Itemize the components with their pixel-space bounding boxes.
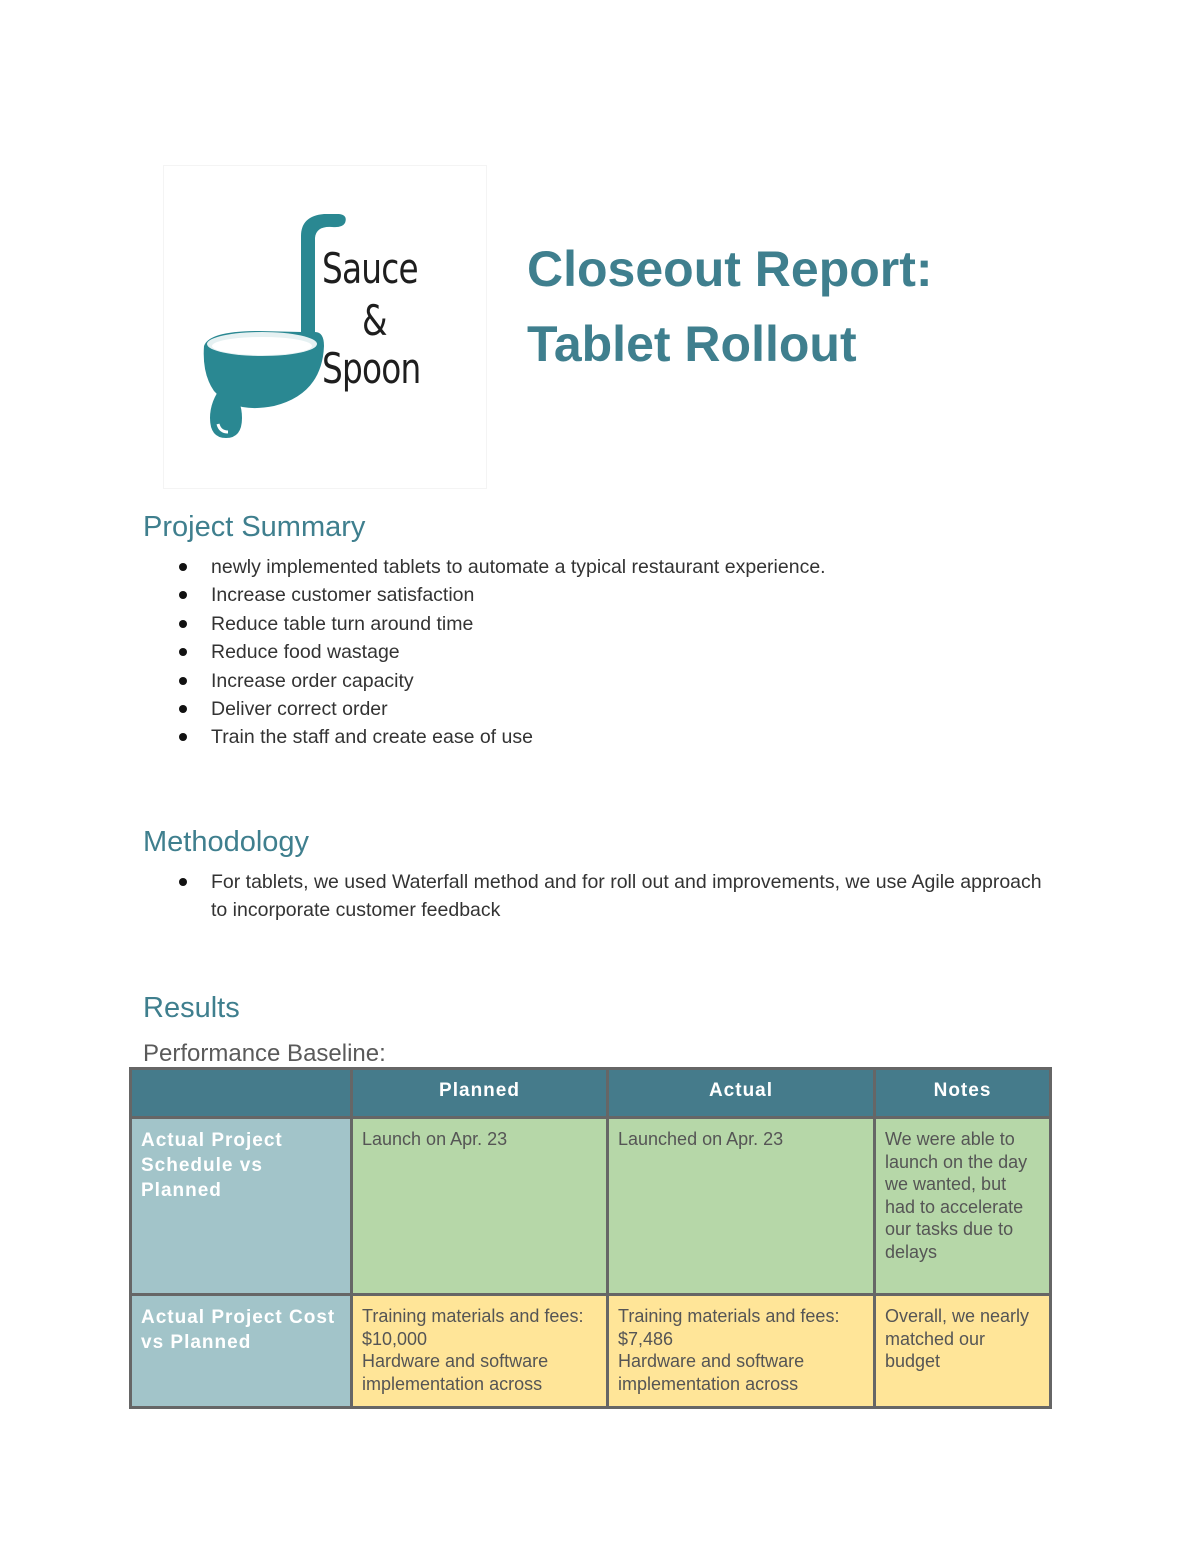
title-line-2: Tablet Rollout [527,316,857,372]
cost-actual-line-1: Training materials and fees: $7,486 [618,1306,840,1349]
brand-text-sauce: Sauce [322,244,418,293]
list-item: Reduce table turn around time [176,610,826,638]
bullet-icon [179,591,187,599]
table-row [131,1118,1051,1295]
row-label-schedule: Actual Project Schedule vs Planned [131,1118,352,1295]
bullet-icon [179,705,187,713]
list-item: Increase customer satisfaction [176,581,826,609]
brand-text-spoon: Spoon [322,344,421,393]
project-summary-heading: Project Summary [143,511,366,543]
schedule-notes-cell: We were able to launch on the day we wanted, but had to accelerate our tasks due to delays [875,1118,1051,1295]
header-cell-empty [131,1069,352,1118]
ladle-icon [164,166,486,488]
page-title [527,232,933,382]
list-item: Train the staff and create ease of use [176,723,826,751]
cost-actual-cell [608,1295,875,1408]
methodology-list [176,868,1056,925]
schedule-actual-cell: Launched on Apr. 23 [608,1118,875,1295]
performance-baseline-subheading: Performance Baseline: [143,1040,386,1067]
bullet-icon [179,677,187,685]
performance-baseline-table [129,1067,1052,1409]
schedule-planned-cell: Launch on Apr. 23 [352,1118,608,1295]
company-logo [163,165,487,489]
table-header-row [131,1069,1051,1118]
title-line-1: Closeout Report: [527,241,933,297]
list-item: Deliver correct order [176,695,826,723]
header-cell-notes: Notes [875,1069,1051,1118]
cost-actual-line-2: Hardware and software implementation across [618,1351,805,1394]
row-label-cost: Actual Project Cost vs Planned [131,1295,352,1408]
results-heading: Results [143,992,240,1024]
table-row [131,1295,1051,1408]
list-item: Reduce food wastage [176,638,826,666]
header-cell-actual: Actual [608,1069,875,1118]
bullet-icon [179,878,187,886]
project-summary-list [176,553,826,752]
methodology-heading: Methodology [143,826,310,858]
list-item: For tablets, we used Waterfall method and for roll out and improvements, we use Agile approach to incorporate customer feedback [176,868,1056,925]
cost-planned-line-1: Training materials and fees: $10,000 [362,1306,584,1349]
cost-planned-line-2: Hardware and software implementation across [362,1351,549,1394]
bullet-icon [179,648,187,656]
bullet-icon [179,563,187,571]
list-item: newly implemented tablets to automate a typical restaurant experience. [176,553,826,581]
brand-text-ampersand: & [362,296,387,345]
list-item: Increase order capacity [176,667,826,695]
cost-planned-cell [352,1295,608,1408]
bullet-icon [179,733,187,741]
bullet-icon [179,620,187,628]
header-cell-planned: Planned [352,1069,608,1118]
cost-notes-cell: Overall, we nearly matched our budget [875,1295,1051,1408]
